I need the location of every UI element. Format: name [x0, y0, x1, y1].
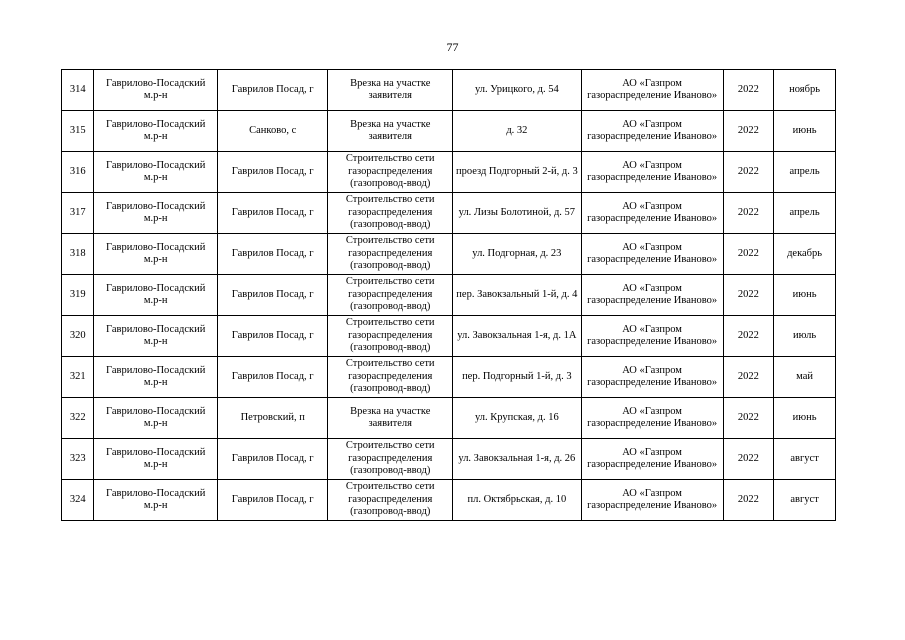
year-cell: 2022 — [723, 357, 774, 398]
address-cell: ул. Крупская, д. 16 — [453, 398, 582, 439]
settlement-cell: Санково, с — [218, 111, 328, 152]
district-cell: Гаврилово-Посадский м.р-н — [94, 234, 218, 275]
year-cell: 2022 — [723, 275, 774, 316]
row-number: 315 — [62, 111, 94, 152]
settlement-cell: Гаврилов Посад, г — [218, 234, 328, 275]
row-number: 324 — [62, 480, 94, 521]
settlement-cell: Гаврилов Посад, г — [218, 152, 328, 193]
settlement-cell: Гаврилов Посад, г — [218, 480, 328, 521]
row-number: 319 — [62, 275, 94, 316]
month-cell: май — [774, 357, 836, 398]
work-type-cell: Врезка на участке заявителя — [328, 70, 453, 111]
address-cell: ул. Подгорная, д. 23 — [453, 234, 582, 275]
year-cell: 2022 — [723, 152, 774, 193]
month-cell: август — [774, 480, 836, 521]
table-row — [62, 439, 836, 480]
table-row — [62, 152, 836, 193]
table-row — [62, 316, 836, 357]
organization-cell: АО «Газпром газораспределение Иваново» — [581, 193, 723, 234]
district-cell: Гаврилово-Посадский м.р-н — [94, 439, 218, 480]
address-cell: ул. Завокзальная 1-я, д. 1А — [453, 316, 582, 357]
district-cell: Гаврилово-Посадский м.р-н — [94, 111, 218, 152]
organization-cell: АО «Газпром газораспределение Иваново» — [581, 111, 723, 152]
work-type-cell: Строительство сети газораспределения (газопровод-ввод) — [328, 439, 453, 480]
organization-cell: АО «Газпром газораспределение Иваново» — [581, 275, 723, 316]
work-type-cell: Строительство сети газораспределения (газопровод-ввод) — [328, 234, 453, 275]
row-number: 321 — [62, 357, 94, 398]
page-number: 77 — [446, 40, 459, 54]
year-cell: 2022 — [723, 316, 774, 357]
district-cell: Гаврилово-Посадский м.р-н — [94, 480, 218, 521]
month-cell: декабрь — [774, 234, 836, 275]
month-cell: апрель — [774, 152, 836, 193]
work-type-cell: Врезка на участке заявителя — [328, 398, 453, 439]
district-cell: Гаврилово-Посадский м.р-н — [94, 398, 218, 439]
month-cell: июнь — [774, 398, 836, 439]
work-type-cell: Строительство сети газораспределения (газопровод-ввод) — [328, 275, 453, 316]
work-type-cell: Строительство сети газораспределения (газопровод-ввод) — [328, 316, 453, 357]
year-cell: 2022 — [723, 439, 774, 480]
year-cell: 2022 — [723, 234, 774, 275]
settlement-cell: Петровский, п — [218, 398, 328, 439]
address-cell: ул. Лизы Болотиной, д. 57 — [453, 193, 582, 234]
organization-cell: АО «Газпром газораспределение Иваново» — [581, 70, 723, 111]
year-cell: 2022 — [723, 480, 774, 521]
address-cell: ул. Завокзальная 1-я, д. 26 — [453, 439, 582, 480]
year-cell: 2022 — [723, 398, 774, 439]
row-number: 322 — [62, 398, 94, 439]
work-type-cell: Строительство сети газораспределения (газопровод-ввод) — [328, 480, 453, 521]
settlement-cell: Гаврилов Посад, г — [218, 70, 328, 111]
settlement-cell: Гаврилов Посад, г — [218, 275, 328, 316]
year-cell: 2022 — [723, 70, 774, 111]
month-cell: ноябрь — [774, 70, 836, 111]
table-row — [62, 111, 836, 152]
year-cell: 2022 — [723, 193, 774, 234]
district-cell: Гаврилово-Посадский м.р-н — [94, 357, 218, 398]
work-type-cell: Строительство сети газораспределения (газопровод-ввод) — [328, 357, 453, 398]
table-row — [62, 70, 836, 111]
address-cell: пер. Завокзальный 1-й, д. 4 — [453, 275, 582, 316]
month-cell: июнь — [774, 111, 836, 152]
district-cell: Гаврилово-Посадский м.р-н — [94, 275, 218, 316]
table-row — [62, 398, 836, 439]
organization-cell: АО «Газпром газораспределение Иваново» — [581, 357, 723, 398]
row-number: 314 — [62, 70, 94, 111]
address-cell: д. 32 — [453, 111, 582, 152]
row-number: 320 — [62, 316, 94, 357]
settlement-cell: Гаврилов Посад, г — [218, 193, 328, 234]
district-cell: Гаврилово-Посадский м.р-н — [94, 316, 218, 357]
address-cell: проезд Подгорный 2-й, д. 3 — [453, 152, 582, 193]
row-number: 316 — [62, 152, 94, 193]
organization-cell: АО «Газпром газораспределение Иваново» — [581, 398, 723, 439]
settlement-cell: Гаврилов Посад, г — [218, 439, 328, 480]
organization-cell: АО «Газпром газораспределение Иваново» — [581, 480, 723, 521]
table-row — [62, 275, 836, 316]
row-number: 323 — [62, 439, 94, 480]
settlement-cell: Гаврилов Посад, г — [218, 316, 328, 357]
year-cell: 2022 — [723, 111, 774, 152]
month-cell: август — [774, 439, 836, 480]
month-cell: апрель — [774, 193, 836, 234]
work-type-cell: Строительство сети газораспределения (газопровод-ввод) — [328, 152, 453, 193]
row-number: 318 — [62, 234, 94, 275]
month-cell: июль — [774, 316, 836, 357]
organization-cell: АО «Газпром газораспределение Иваново» — [581, 316, 723, 357]
address-cell: пер. Подгорный 1-й, д. 3 — [453, 357, 582, 398]
work-type-cell: Строительство сети газораспределения (газопровод-ввод) — [328, 193, 453, 234]
district-cell: Гаврилово-Посадский м.р-н — [94, 152, 218, 193]
district-cell: Гаврилово-Посадский м.р-н — [94, 70, 218, 111]
table-row — [62, 193, 836, 234]
month-cell: июнь — [774, 275, 836, 316]
gas-connection-table — [61, 69, 836, 521]
organization-cell: АО «Газпром газораспределение Иваново» — [581, 439, 723, 480]
table-row — [62, 234, 836, 275]
organization-cell: АО «Газпром газораспределение Иваново» — [581, 152, 723, 193]
district-cell: Гаврилово-Посадский м.р-н — [94, 193, 218, 234]
address-cell: пл. Октябрьская, д. 10 — [453, 480, 582, 521]
organization-cell: АО «Газпром газораспределение Иваново» — [581, 234, 723, 275]
address-cell: ул. Урицкого, д. 54 — [453, 70, 582, 111]
settlement-cell: Гаврилов Посад, г — [218, 357, 328, 398]
table-row — [62, 480, 836, 521]
work-type-cell: Врезка на участке заявителя — [328, 111, 453, 152]
table-row — [62, 357, 836, 398]
row-number: 317 — [62, 193, 94, 234]
